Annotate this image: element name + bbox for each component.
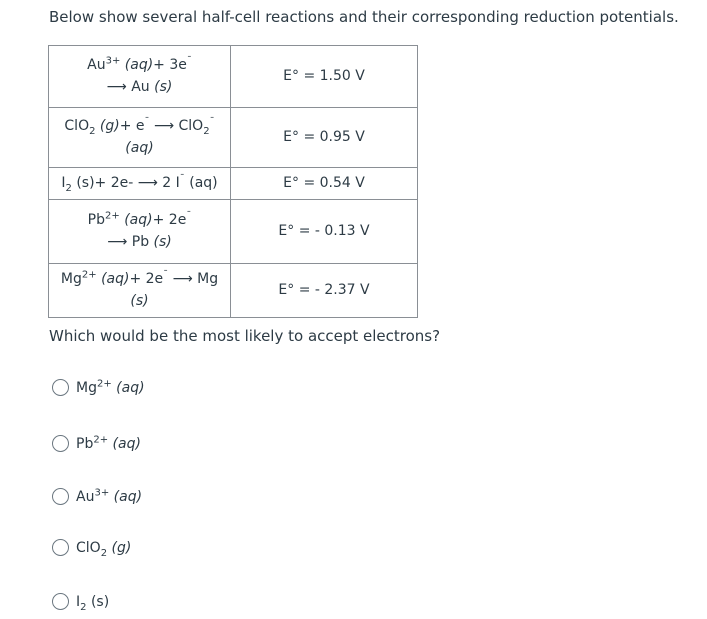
table-row [49,200,418,264]
answer-option-i2[interactable] [52,593,110,613]
radio-button[interactable] [52,379,69,396]
half-reaction-lead: $Pb^{2+}$ (aq)+ 2e¯ ⟶ Pb (s) [49,200,231,264]
option-label: $Pb^{2+}$ (aq) [76,433,141,452]
option-label: $Mg^{2+}$ (aq) [76,377,145,396]
table-row [49,264,418,318]
reduction-potentials-table [48,45,418,318]
half-reaction-chlorine-dioxide: ClO$_2$ (g)+ e¯ ⟶ ClO$_2$¯ (aq) [49,108,231,168]
half-reaction-magnesium: $Mg^{2+}$ (aq)+ 2e¯ ⟶ Mg (s) [49,264,231,318]
half-reaction-iodine: $I_2$ (s)+ 2e- ⟶ 2 I¯ (aq) [49,168,231,200]
question-text: Which would be the most likely to accept electrons? [49,327,441,345]
potential-chlorine-dioxide: E° = 0.95 V [231,108,418,168]
table-row [49,46,418,108]
option-label: $Au^{3+}$ (aq) [76,486,143,505]
answer-option-au[interactable] [52,488,142,505]
potential-gold: E° = 1.50 V [231,46,418,108]
intro-text: Below show several half-cell reactions and their corresponding reduction potentials. [49,8,679,26]
radio-button[interactable] [52,435,69,452]
radio-button[interactable] [52,593,69,610]
answer-option-clo2[interactable] [52,539,132,559]
radio-button[interactable] [52,488,69,505]
answer-option-pb[interactable] [52,435,141,452]
radio-button[interactable] [52,539,69,556]
half-reaction-gold: $Au^{3+}$ (aq)+ 3e¯ ⟶ Au (s) [49,46,231,108]
answer-option-mg[interactable] [52,379,145,396]
potential-iodine: E° = 0.54 V [231,168,418,200]
table-row [49,108,418,168]
table-row [49,168,418,200]
option-label: $I_2$ (s) [76,593,110,613]
option-label: ClO$_2$ (g) [76,539,132,559]
potential-lead: E° = - 0.13 V [231,200,418,264]
potential-magnesium: E° = - 2.37 V [231,264,418,318]
